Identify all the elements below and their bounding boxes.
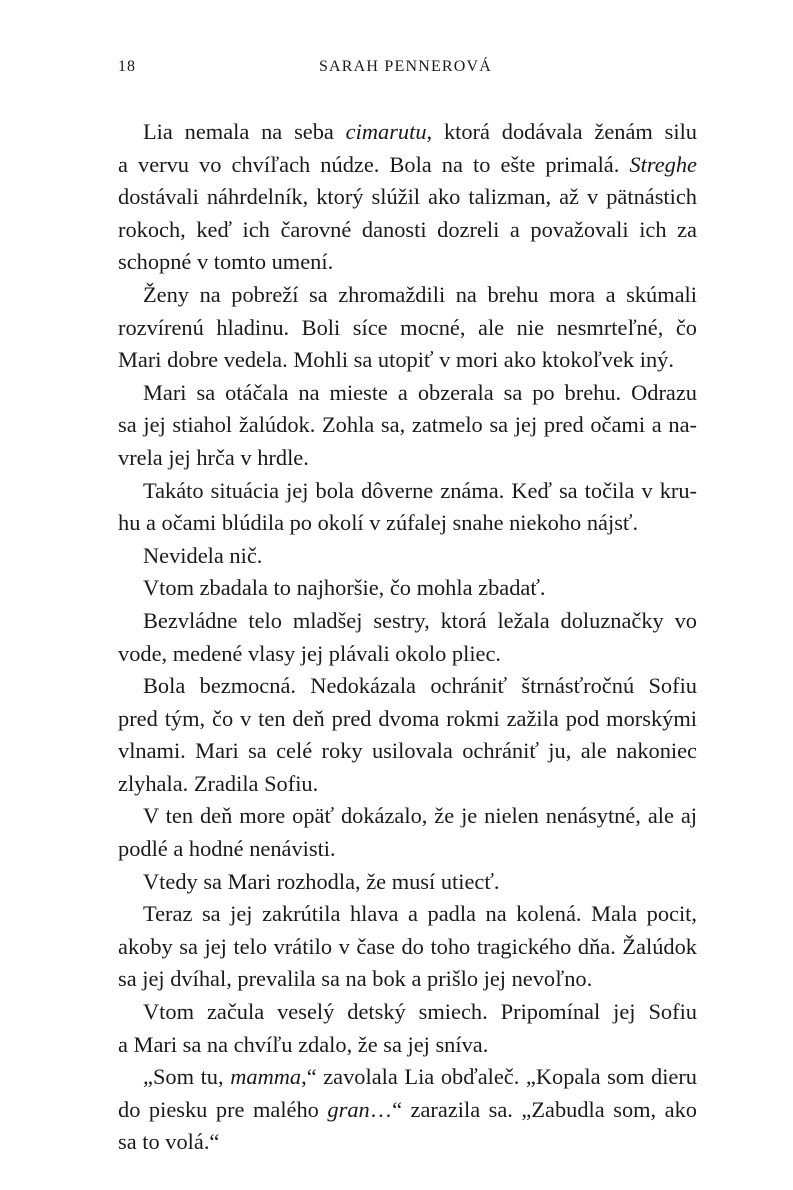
text-run: Bola bezmocná. Nedokázala ochrániť štrnásťročnú Sofiu xyxy=(143,673,697,699)
text-run: schopné v tomto umení. xyxy=(118,249,334,275)
text-line xyxy=(118,409,697,442)
text-line xyxy=(118,475,697,508)
paragraph xyxy=(118,377,697,475)
text-line xyxy=(118,866,697,899)
italic-word: mamma xyxy=(230,1064,302,1090)
text-line xyxy=(118,996,697,1029)
paragraph xyxy=(118,475,697,540)
text-line xyxy=(118,1029,697,1062)
paragraph xyxy=(118,1061,697,1159)
text-run: …“ zarazila sa. „Zabudla som, ako xyxy=(369,1096,697,1122)
text-line xyxy=(118,800,697,833)
paragraph xyxy=(118,670,697,800)
text-run: Vtedy sa Mari rozhodla, že musí utiecť. xyxy=(143,868,500,894)
text-line xyxy=(118,898,697,931)
paragraph xyxy=(118,800,697,865)
page-header xyxy=(0,58,793,82)
text-line xyxy=(118,344,697,377)
text-line xyxy=(118,149,697,182)
text-run: Nevidela nič. xyxy=(143,542,263,568)
text-run: do piesku pre malého xyxy=(118,1096,328,1122)
text-line xyxy=(118,768,697,801)
paragraph xyxy=(118,572,697,605)
text-line xyxy=(118,670,697,703)
text-line xyxy=(118,703,697,736)
text-run: sa to volá.“ xyxy=(118,1129,220,1155)
text-run: Bezvládne telo mladšej sestry, ktorá ležala doluznačky vo xyxy=(143,607,697,633)
paragraph xyxy=(118,540,697,573)
text-run: Vtom zbadala to najhoršie, čo mohla zbadať. xyxy=(143,575,546,601)
text-line xyxy=(118,1126,697,1159)
text-run: V ten deň more opäť dokázalo, že je nielen nenásytné, ale aj xyxy=(143,803,697,829)
text-line xyxy=(118,1094,697,1127)
text-line xyxy=(118,377,697,410)
text-line xyxy=(118,931,697,964)
text-run: vlnami. Mari sa celé roky usilovala ochrániť ju, ale nakoniec xyxy=(118,738,697,764)
italic-word: Streghe xyxy=(629,151,697,177)
text-run: podlé a hodné nenávisti. xyxy=(118,836,336,862)
italic-word: cimarutu xyxy=(345,119,427,144)
text-line xyxy=(118,312,697,345)
text-line xyxy=(118,246,697,279)
text-line xyxy=(118,572,697,605)
text-run: rokoch, keď ich čarovné danosti dozreli a považovali ich za xyxy=(118,216,697,242)
text-run: sa jej dvíhal, prevalila sa na bok a prišlo jej nevoľno. xyxy=(118,966,593,992)
text-line xyxy=(118,507,697,540)
paragraph xyxy=(118,866,697,899)
italic-word: gran xyxy=(327,1096,370,1122)
text-line xyxy=(118,605,697,638)
text-line xyxy=(118,116,697,149)
text-run: rozvírenú hladinu. Boli síce mocné, ale nie nesmrteľné, čo xyxy=(118,314,697,340)
text-run: vode, medené vlasy jej plávali okolo pliec. xyxy=(118,640,502,666)
text-run: Lia nemala na seba xyxy=(143,119,346,144)
text-run: a Mari sa na chvíľu zdalo, že sa jej sníva. xyxy=(118,1031,489,1057)
text-run: Teraz sa jej zakrútila hlava a padla na kolená. Mala pocit, xyxy=(143,901,697,927)
paragraph xyxy=(118,116,697,279)
text-line xyxy=(118,214,697,247)
text-run: ,“ zavolala Lia obďaleč. „Kopala som dieru xyxy=(301,1064,698,1090)
text-line xyxy=(118,735,697,768)
text-line xyxy=(118,442,697,475)
page-number: 18 xyxy=(118,58,136,75)
text-line xyxy=(118,540,697,573)
body-text xyxy=(118,116,697,1159)
text-run: , ktorá dodávala ženám silu xyxy=(426,119,697,144)
paragraph xyxy=(118,605,697,670)
text-line xyxy=(118,279,697,312)
text-line xyxy=(118,833,697,866)
paragraph xyxy=(118,996,697,1061)
paragraph xyxy=(118,898,697,996)
text-run: Mari dobre vedela. Mohli sa utopiť v mori ako ktokoľvek iný. xyxy=(118,347,674,373)
text-run: a vervu vo chvíľach núdze. Bola na to ešte primalá. xyxy=(118,151,630,177)
text-run: vrela jej hrča v hrdle. xyxy=(118,444,309,470)
text-run: hu a očami blúdila po okolí v zúfalej snahe niekoho nájsť. xyxy=(118,510,639,536)
running-head: SARAH PENNEROVÁ xyxy=(318,58,493,75)
text-run: „Som tu, xyxy=(143,1064,231,1090)
paragraph xyxy=(118,279,697,377)
text-run: Mari sa otáčala na mieste a obzerala sa po brehu. Odrazu xyxy=(143,379,697,405)
text-run: dostávali náhrdelník, ktorý slúžil ako talizman, až v pätnástich xyxy=(118,184,697,210)
text-run: akoby sa jej telo vrátilo v čase do toho tragického dňa. Žalúdok xyxy=(118,933,697,959)
text-run: zlyhala. Zradila Sofiu. xyxy=(118,770,319,796)
text-run: Takáto situácia jej bola dôverne známa. Keď sa točila v kru- xyxy=(143,477,697,503)
text-run: Ženy na pobreží sa zhromaždili na brehu mora a skúmali xyxy=(143,281,697,307)
text-run: Vtom začula veselý detský smiech. Pripomínal jej Sofiu xyxy=(143,999,697,1025)
text-line xyxy=(118,963,697,996)
text-run: pred tým, čo v ten deň pred dvoma rokmi zažila pod morskými xyxy=(118,705,697,731)
text-line xyxy=(118,1061,697,1094)
text-run: sa jej stiahol žalúdok. Zohla sa, zatmelo sa jej pred očami a na- xyxy=(118,412,697,438)
text-line xyxy=(118,181,697,214)
text-line xyxy=(118,638,697,671)
